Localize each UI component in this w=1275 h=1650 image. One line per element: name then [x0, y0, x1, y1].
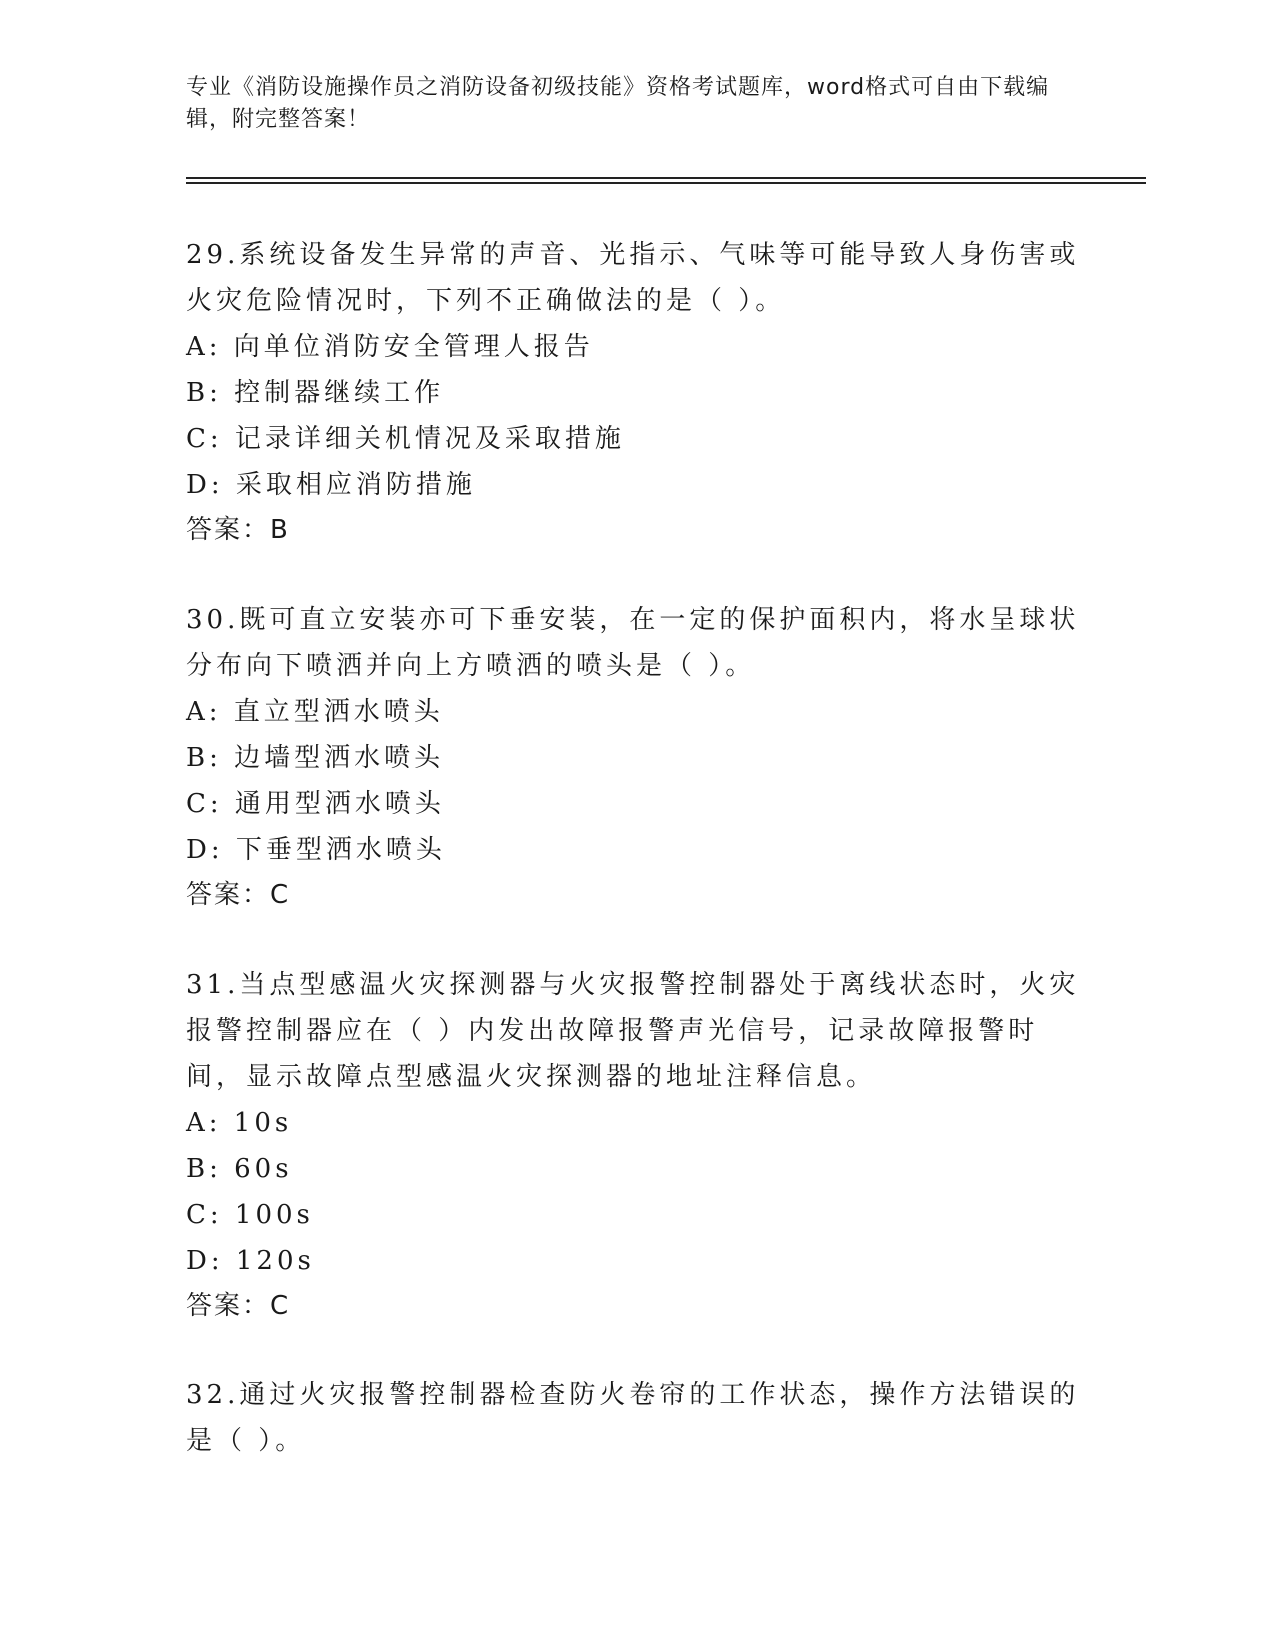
- header-divider-top: [186, 177, 1146, 179]
- option-c: C: 通用型洒水喷头: [186, 789, 445, 819]
- question-stem: 31.当点型感温火灾探测器与火灾报警控制器处于离线状态时，火灾报警控制器应在（ ）内发出故障报警声光信号，记录故障报警时间，显示故障点型感温火灾探测器的地址注释信息。: [186, 970, 1080, 1092]
- question-stem: 29.系统设备发生异常的声音、光指示、气味等可能导致人身伤害或火灾危险情况时，下列不正确做法的是（ ）。: [186, 240, 1080, 316]
- question-29: [186, 232, 1086, 552]
- option-b: B: 边墙型洒水喷头: [186, 743, 445, 773]
- option-a: A: 直立型洒水喷头: [186, 697, 444, 727]
- question-stem: 32.通过火灾报警控制器检查防火卷帘的工作状态，操作方法错误的是（ ）。: [186, 1380, 1080, 1456]
- option-c: C: 100s: [186, 1200, 314, 1230]
- question-stem: 30.既可直立安装亦可下垂安装，在一定的保护面积内，将水呈球状分布向下喷洒并向上方喷洒的喷头是（ ）。: [186, 605, 1080, 681]
- option-a: A: 10s: [186, 1108, 293, 1138]
- header-divider-bottom: [186, 182, 1146, 184]
- answer: 答案：C: [186, 880, 291, 910]
- question-32: [186, 1372, 1086, 1464]
- option-c: C: 记录详细关机情况及采取措施: [186, 424, 625, 454]
- question-30: [186, 597, 1086, 917]
- option-b: B: 60s: [186, 1154, 293, 1184]
- question-31: [186, 962, 1086, 1328]
- answer: 答案：C: [186, 1291, 291, 1321]
- option-d: D: 采取相应消防措施: [186, 470, 476, 500]
- option-d: D: 下垂型洒水喷头: [186, 835, 446, 865]
- document-header: 专业《消防设施操作员之消防设备初级技能》资格考试题库，word格式可自由下载编辑，附完整答案！: [186, 75, 1050, 132]
- answer: 答案：B: [186, 515, 290, 545]
- option-b: B: 控制器继续工作: [186, 378, 445, 408]
- option-a: A: 向单位消防安全管理人报告: [186, 332, 594, 362]
- option-d: D: 120s: [186, 1246, 315, 1276]
